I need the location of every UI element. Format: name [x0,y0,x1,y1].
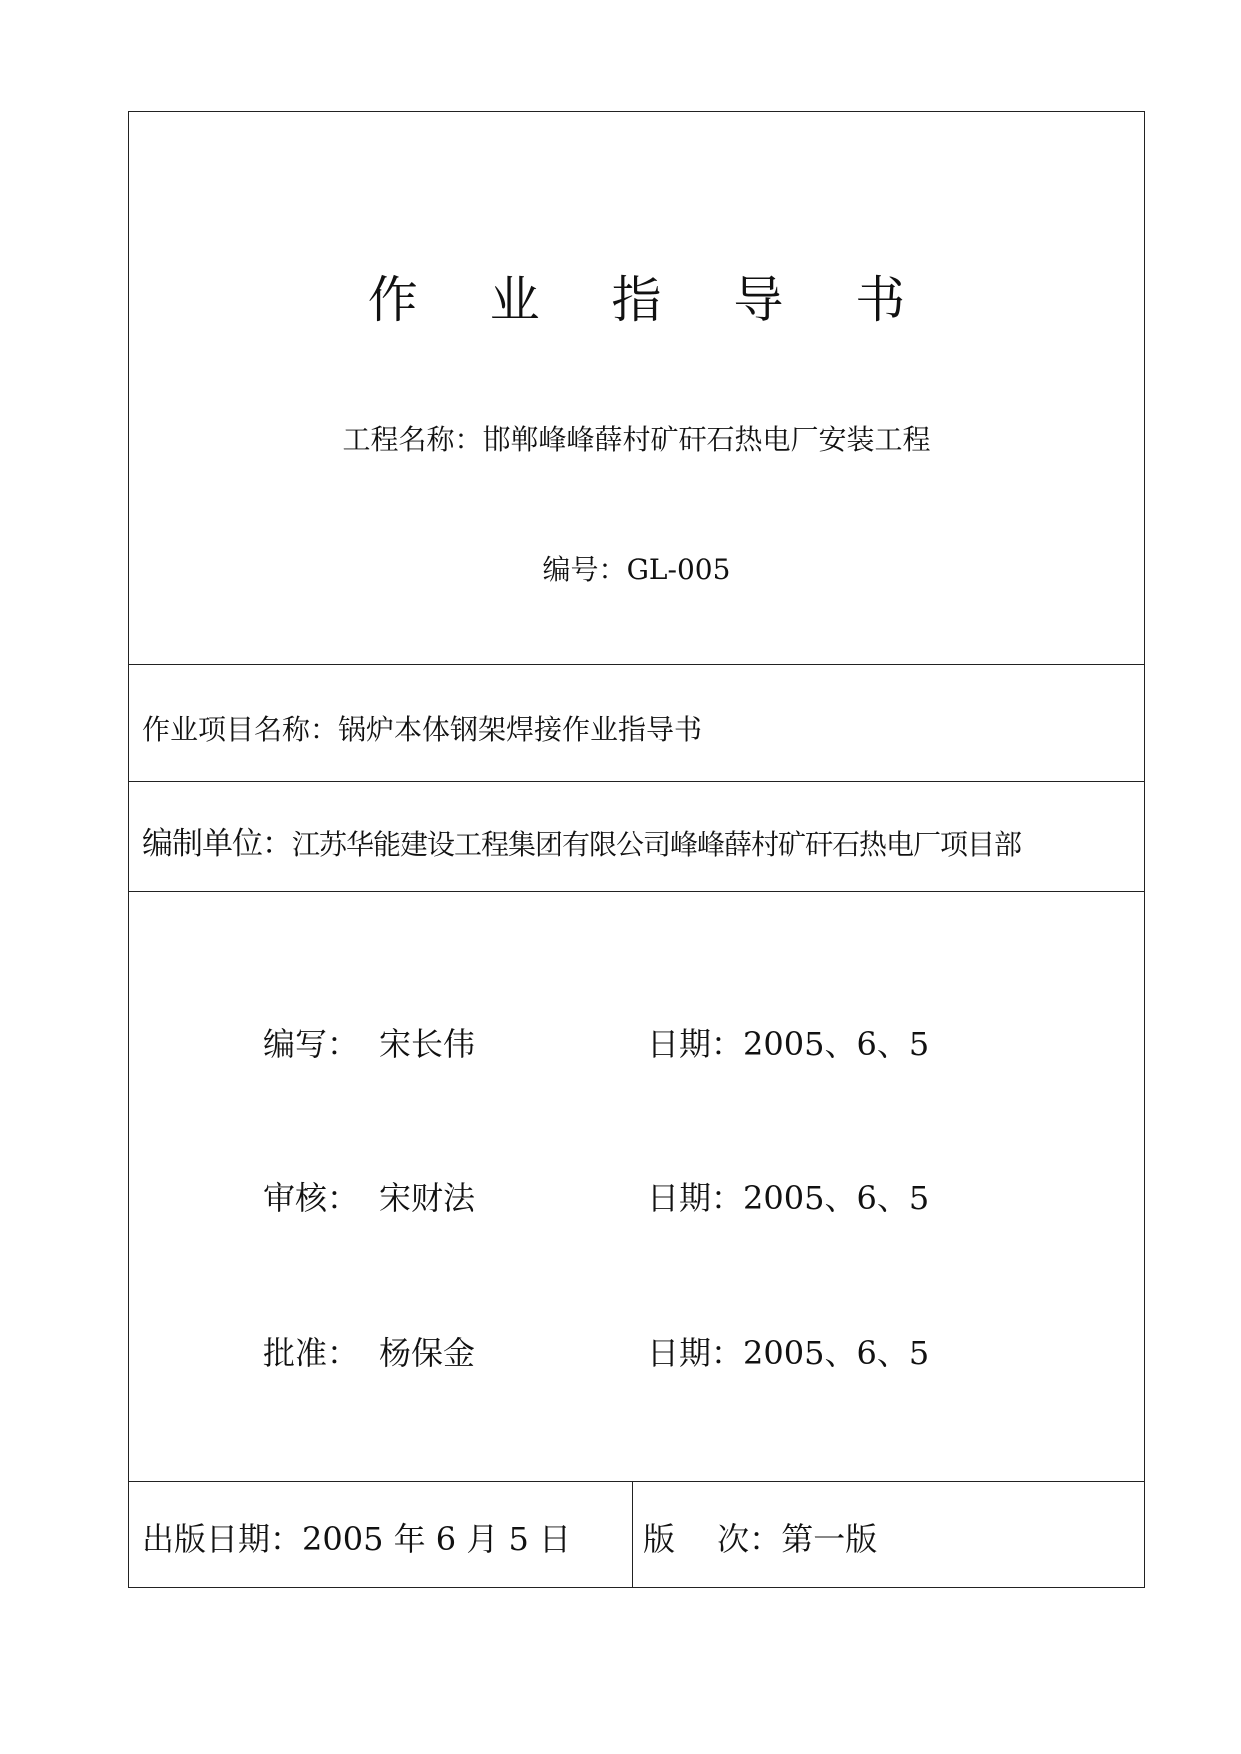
publish-date-line [142,1514,571,1560]
signature-name: 宋财法 [379,1179,476,1217]
number-label: 编号： [542,553,627,586]
signature-name: 宋长伟 [379,1025,476,1063]
signature-role: 编写： [263,1025,360,1063]
signature-role: 批准： [263,1334,360,1372]
signature-row-approver [263,1328,929,1374]
signature-name: 杨保金 [379,1334,476,1372]
divider [129,781,1144,782]
signature-date-label: 日期： [647,1179,744,1217]
edition-label: 版 次： [643,1520,782,1558]
signature-row-writer [263,1019,929,1065]
work-item-label: 作业项目名称： [142,713,339,746]
work-item-value: 锅炉本体钢架焊接作业指导书 [338,713,703,746]
signature-date: 2005、6、5 [743,1179,930,1217]
project-label: 工程名称： [342,423,483,456]
org-label: 编制单位： [142,826,292,862]
edition-value: 第一版 [781,1520,878,1558]
publish-date-value: 2005 年 6 月 5 日 [302,1520,572,1558]
signature-date: 2005、6、5 [743,1025,930,1063]
document-frame [128,111,1145,1588]
divider [632,1481,633,1587]
number-value: GL-005 [626,553,731,586]
project-line [129,418,1144,458]
publish-date-label: 出版日期： [142,1520,303,1558]
work-item-line [142,708,702,748]
signature-row-reviewer [263,1173,929,1219]
edition-line [643,1514,877,1560]
divider [129,891,1144,892]
org-value: 江苏华能建设工程集团有限公司峰峰薛村矿矸石热电厂项目部 [292,828,1022,861]
number-line [129,548,1144,588]
org-line [142,818,1021,863]
project-name: 邯郸峰峰薛村矿矸石热电厂安装工程 [482,423,931,456]
signature-date: 2005、6、5 [743,1334,930,1372]
signature-role: 审核： [263,1179,360,1217]
signature-date-label: 日期： [647,1025,744,1063]
document-title: 作 业 指 导 书 [367,271,934,329]
divider [129,664,1144,665]
signature-date-label: 日期： [647,1334,744,1372]
divider [129,1481,1144,1482]
